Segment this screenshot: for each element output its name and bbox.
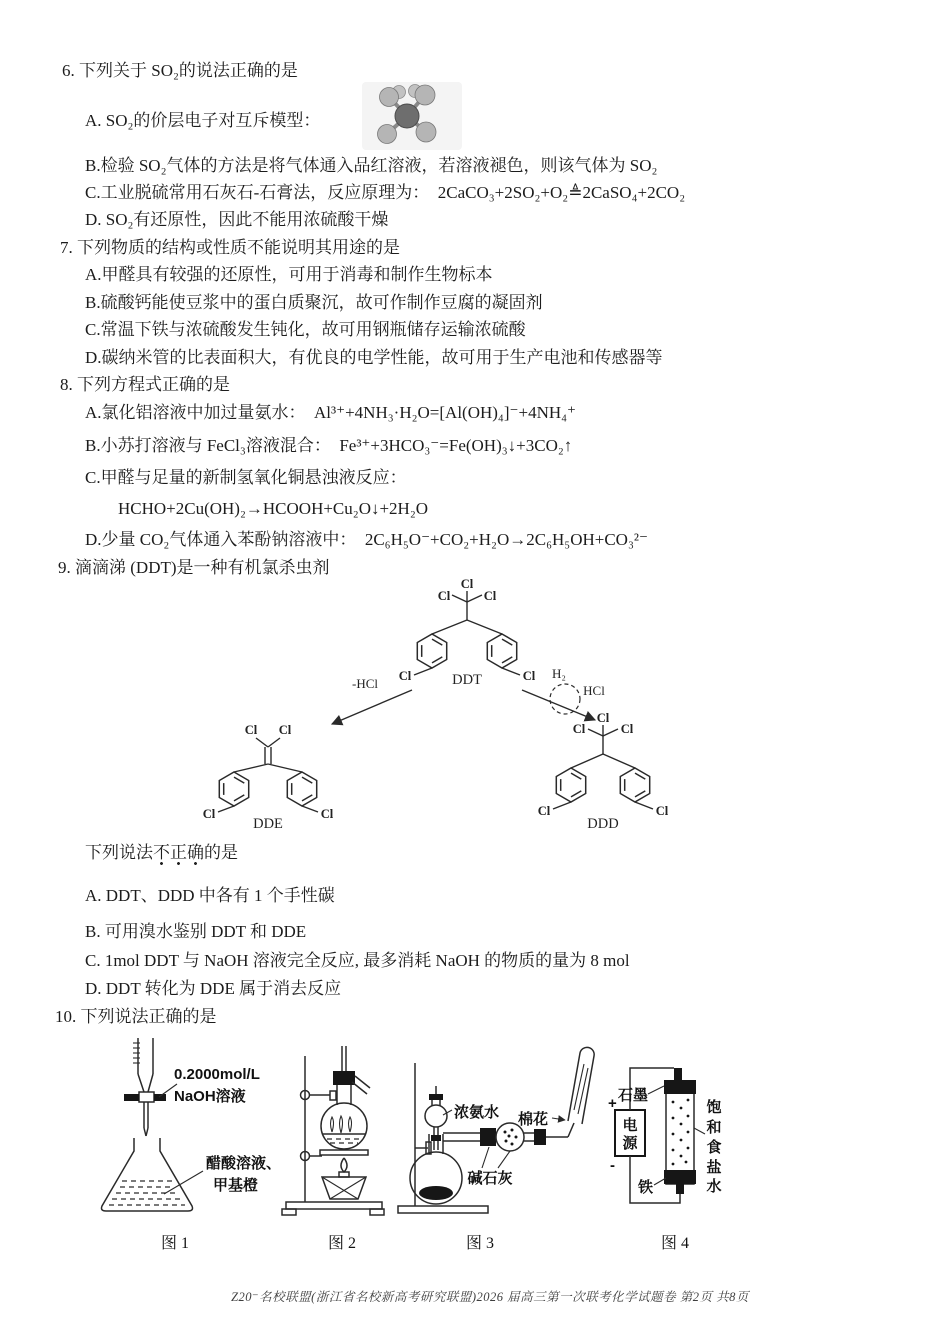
ddt-name-label: DDT (452, 672, 482, 688)
q9-question-prefix: 下列说法 (85, 843, 153, 862)
fig3-delivery-tube (443, 1123, 574, 1151)
dde-cl-bottom-right-label: Cl (320, 807, 334, 821)
fig3-sodalime-pointer-line2 (498, 1151, 510, 1168)
fig4-caption: 图 4 (660, 1235, 690, 1252)
fig3-ammonia-label: 浓氨水 (454, 1104, 500, 1121)
q8-option-d: D.少量 CO₂气体通入苯酚钠溶液中： 2C₆H₅O⁻+CO₂+H₂O→2C₆H₅OH+CO₃²⁻ (85, 530, 648, 549)
fig3-flask (410, 1134, 462, 1204)
fig2-alcohol-lamp (320, 1150, 368, 1199)
fig1-titration-setup (102, 1038, 282, 1252)
ddt-right-benzene-ring (487, 634, 516, 668)
fig3-cotton-pointer-line (552, 1118, 565, 1120)
q9-option-b: B. 可用溴水鉴别 DDT 和 DDE (85, 922, 307, 941)
fig1-burette (124, 1038, 166, 1136)
q7-option-d: D.碳纳米管的比表面积大，有优良的电学性能，故可用于生产电池和传感器等 (85, 348, 663, 367)
fig4-power-supply (608, 1095, 645, 1174)
q7-option-a: A.甲醛具有较强的还原性，可用于消毒和制作生物标本 (85, 265, 493, 284)
fig4-brine-char5: 水 (706, 1178, 722, 1195)
q9-option-d: D. DDT 转化为 DDE 属于消去反应 (85, 979, 342, 998)
q6-option-b: B.检验 SO₂气体的方法是将气体通入品红溶液，若溶液褪色，则该气体为 SO₂ (85, 156, 658, 175)
fig4-electrolysis-tube (664, 1068, 696, 1194)
q10-stem: 10. 下列说法正确的是 (55, 1007, 217, 1026)
q8-option-c-equation: HCHO+2Cu(OH)₂→HCOOH+Cu₂O↓+2H₂O (118, 499, 429, 518)
ddt-reaction-scheme (60, 572, 900, 832)
fig1-naoh-label-line2: NaOH溶液 (174, 1088, 246, 1105)
q6-option-a: A. SO₂的价层电子对互斥模型： (85, 111, 321, 130)
ddt-cl-left-label: Cl (437, 589, 451, 603)
fig4-iron-label: 铁 (638, 1179, 654, 1196)
ddt-structure (399, 577, 536, 688)
dde-structure (203, 723, 334, 832)
q9-question-line (85, 842, 238, 864)
q8-option-b: B.小苏打溶液与 FeCl₃溶液混合： Fe³⁺+3HCO₃⁻=Fe(OH)₃↓+3CO₂↑ (85, 436, 573, 455)
dde-right-benzene-ring (287, 772, 316, 806)
fig4-brine-pointer-line (694, 1128, 705, 1134)
fig4-power-char2: 源 (622, 1135, 638, 1152)
fig2-heating-setup (282, 1046, 384, 1252)
fig4-graphite-label: 石墨 (618, 1087, 649, 1104)
fig1-caption: 图 1 (160, 1235, 190, 1252)
apparatus-figures (60, 1038, 900, 1253)
q8-option-a: A.氯化铝溶液中加过量氨水： Al³⁺+4NH₃·H₂O=[Al(OH)₄]⁻+4NH₄⁺ (85, 403, 577, 422)
fig2-caption: 图 2 (327, 1235, 357, 1252)
q7-stem: 7. 下列物质的结构或性质不能说明其用途的是 (60, 238, 400, 257)
fig1-conical-flask (102, 1138, 193, 1211)
fig4-power-char1: 电 (622, 1117, 638, 1134)
q9-option-a: A. DDT、DDD 中各有 1 个手性碳 (85, 886, 335, 905)
dde-cl-right-label: Cl (278, 723, 292, 737)
q6-stem: 6. 下列关于 SO₂的说法正确的是 (62, 61, 298, 80)
fig3-caption: 图 3 (465, 1235, 495, 1252)
fig3-sodalime-label: 碱石灰 (467, 1170, 513, 1187)
page-footer: Z20⁻名校联盟(浙江省名校新高考研究联盟)2026 届高三第一次联考化学试题卷 第2页 共8页 (231, 1290, 749, 1304)
minus-hcl-label: -HCl (352, 676, 378, 691)
fig4-minus-sign: - (610, 1157, 615, 1174)
q9-stem: 9. 滴滴涕 (DDT)是一种有机氯杀虫剂 (58, 558, 330, 577)
h2-label: H₂ (552, 666, 566, 681)
ddd-cl-left-label: Cl (572, 722, 586, 736)
fig4-plus-sign: + (608, 1095, 617, 1112)
ddt-cl-right-label: Cl (483, 589, 497, 603)
dde-cl-left-label: Cl (244, 723, 258, 737)
fig4-brine-char4: 盐 (706, 1159, 722, 1176)
ddd-cl-top-label: Cl (596, 711, 610, 725)
fig4-brine-label (706, 1098, 721, 1195)
ddt-cl-bottom-right-label: Cl (522, 669, 536, 683)
ddd-cl-right-label: Cl (620, 722, 634, 736)
fig3-inverted-test-tube (568, 1047, 594, 1124)
fig1-acid-label-line1: 醋酸溶液、 (206, 1155, 282, 1172)
q6-option-c: C.工业脱硫常用石灰石-石膏法，反应原理为： 2CaCO₃+2SO₂+O₂≜2CaSO₄+2CO₂ (85, 183, 686, 202)
q7-option-b: B.硫酸钙能使豆浆中的蛋白质聚沉，故可作制作豆腐的凝固剂 (85, 293, 543, 312)
ddd-name-label: DDD (587, 816, 619, 832)
ddd-cl-bottom-right-label: Cl (655, 804, 669, 818)
q7-option-c: C.常温下铁与浓硫酸发生钝化，故可用钢瓶储存运输浓硫酸 (85, 320, 526, 339)
q6-option-d: D. SO₂有还原性，因此不能用浓硫酸干燥 (85, 210, 389, 229)
fig1-naoh-label-line1: 0.2000mol/L (174, 1066, 260, 1083)
q9-question-emph: 不正确 (153, 843, 204, 866)
dde-left-benzene-ring (219, 772, 248, 806)
catalytic-cycle-arc (550, 684, 580, 714)
q8-option-c: C.甲醛与足量的新制氢氧化铜悬浊液反应： (85, 468, 407, 487)
dde-name-label: DDE (253, 816, 283, 832)
q9-option-c: C. 1mol DDT 与 NaOH 溶液完全反应, 最多消耗 NaOH 的物质的量为 8 mol (85, 951, 630, 970)
ddt-cl-top-label: Cl (460, 577, 474, 591)
fig1-acid-label-line2: 甲基橙 (213, 1177, 259, 1194)
ddt-cl-bottom-left-label: Cl (398, 669, 412, 683)
so2-vsepr-model-image (362, 82, 462, 150)
fig4-graphite-pointer-line (648, 1086, 664, 1094)
hcl-label: HCl (583, 683, 605, 698)
fig2-flask (321, 1046, 370, 1149)
fig4-brine-char2: 和 (706, 1119, 722, 1136)
fig3-ammonia-setup (398, 1047, 594, 1252)
fig4-brine-char1: 饱 (706, 1099, 722, 1116)
fig3-sodalime-pointer-line1 (482, 1147, 489, 1168)
q9-question-suffix: 的是 (204, 843, 238, 862)
fig4-brine-char3: 食 (706, 1139, 722, 1156)
ddd-cl-bottom-left-label: Cl (537, 804, 551, 818)
q8-stem: 8. 下列方程式正确的是 (60, 375, 230, 394)
fig3-cotton-label: 棉花 (518, 1111, 549, 1128)
ddd-structure (538, 711, 669, 832)
ddt-left-benzene-ring (417, 634, 446, 668)
ddd-right-benzene-ring (620, 768, 649, 802)
fig4-electrolysis-setup (608, 1068, 722, 1252)
dde-cl-bottom-left-label: Cl (202, 807, 216, 821)
ddd-left-benzene-ring (556, 768, 585, 802)
